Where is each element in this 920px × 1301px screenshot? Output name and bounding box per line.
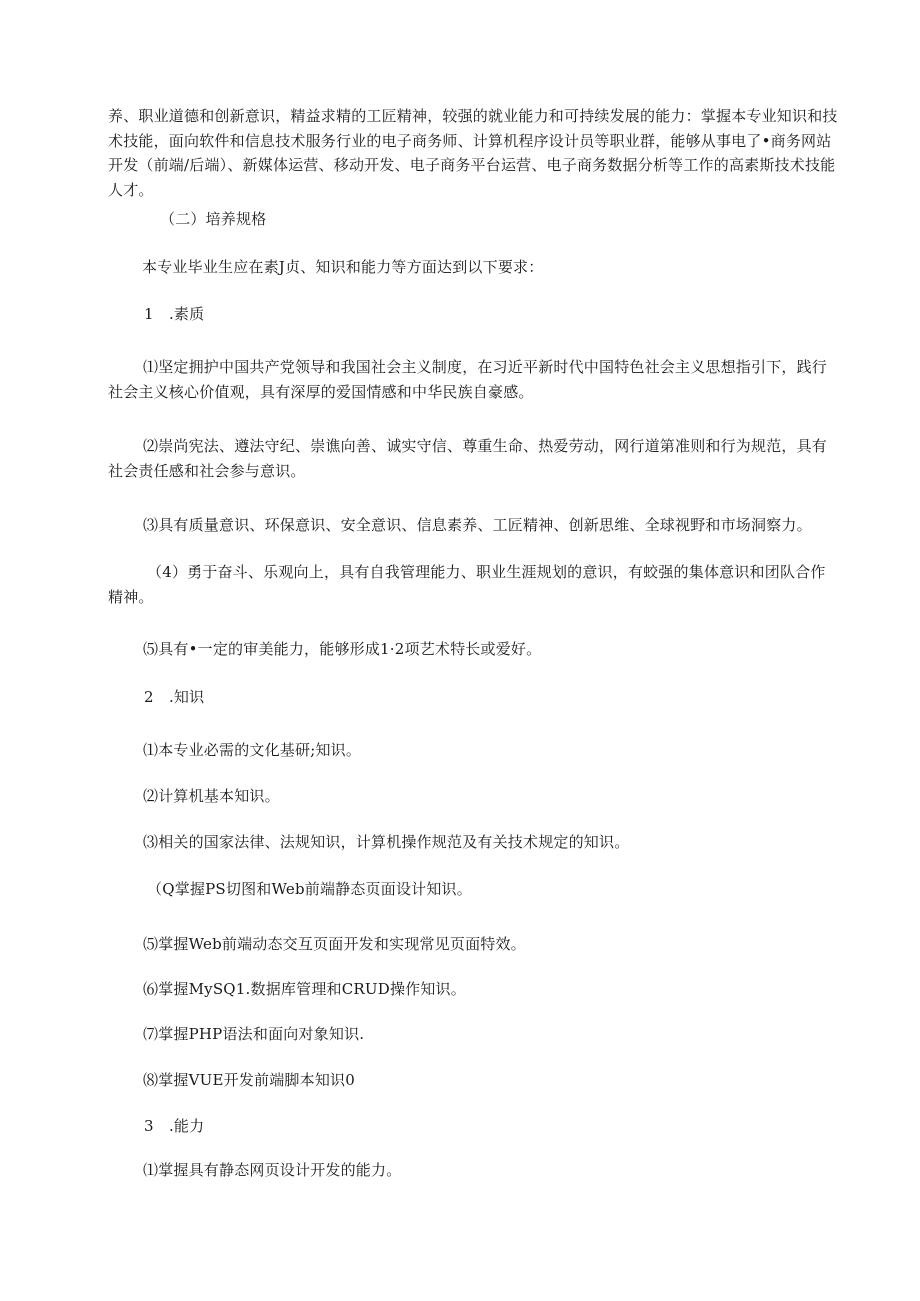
requirement-intro: 本专业毕业生应在素J贞、知识和能力等方面达到以下要求： <box>142 258 544 276</box>
knowledge-item-3: ⑶相关的国家法律、法规知识，计算机操作规范及有关技术规定的知识。 <box>143 833 630 851</box>
section-heading: （二）培养规格 <box>160 210 267 228</box>
quality-item-5: ⑸具有•一定的审美能力，能够形成1·2项艺术特长或爱好。 <box>143 640 542 658</box>
quality-heading: 1 .素质 <box>144 305 205 323</box>
intro-paragraph: 养、职业道德和创新意识，精益求精的工匠精神，较强的就业能力和可持续发展的能力：掌握本专业知识和技术技能，面向软件和信息技术服务行业的电子商务师、计算机程序设计员等职业群，能够从事电了•商务网站开发（前端/后端）、新媒体运营、移动开发、电子商务平台运营、电子商务数据分析等工作的高素斯技术技能人才。 <box>108 107 838 199</box>
knowledge-item-1: ⑴本专业必需的文化基研;知识。 <box>143 741 362 759</box>
knowledge-item-5: ⑸掌握Web前端动态交互页面开发和实现常见页面特效。 <box>143 935 526 953</box>
knowledge-heading: 2 .知识 <box>144 688 205 706</box>
quality-item-1: ⑴坚定拥护中国共产党领导和我国社会主义制度，在习近平新时代中国特色社会主义思想指引下，践行社会主义核心价值观，具有深厚的爱国情感和中华民族自豪感。 <box>108 358 828 401</box>
knowledge-item-7: ⑺掌握PHP语法和面向对象知识. <box>143 1025 365 1043</box>
ability-item-1: ⑴掌握具有静态网页设计开发的能力。 <box>143 1161 402 1179</box>
quality-item-4: （4）勇于奋斗、乐观向上，具有自我管理能力、职业生涯规划的意识，有蛟强的集体意识和团队合作精神。 <box>108 563 826 606</box>
knowledge-item-2: ⑵计算机基本知识。 <box>143 787 280 805</box>
ability-heading: 3 .能力 <box>144 1117 205 1135</box>
knowledge-item-8: ⑻掌握VUE开发前端脚本知识0 <box>143 1071 355 1089</box>
knowledge-item-6: ⑹掌握MySQ1.数据库管理和CRUD操作知识。 <box>143 980 466 998</box>
quality-item-3: ⑶具有质量意识、环保意识、安全意识、信息素养、工匠精神、创新思维、全球视野和市场洞察力。 <box>143 516 812 534</box>
quality-item-2: ⑵崇尚宪法、遵法守纪、崇谯向善、诚实守信、尊重生命、热爱劳动，网行道第准则和行为规范，具有社会责任感和社会参与意识。 <box>108 437 828 480</box>
knowledge-item-4: （Q掌握PS切图和Web前端静态页面设计知识。 <box>147 880 472 898</box>
